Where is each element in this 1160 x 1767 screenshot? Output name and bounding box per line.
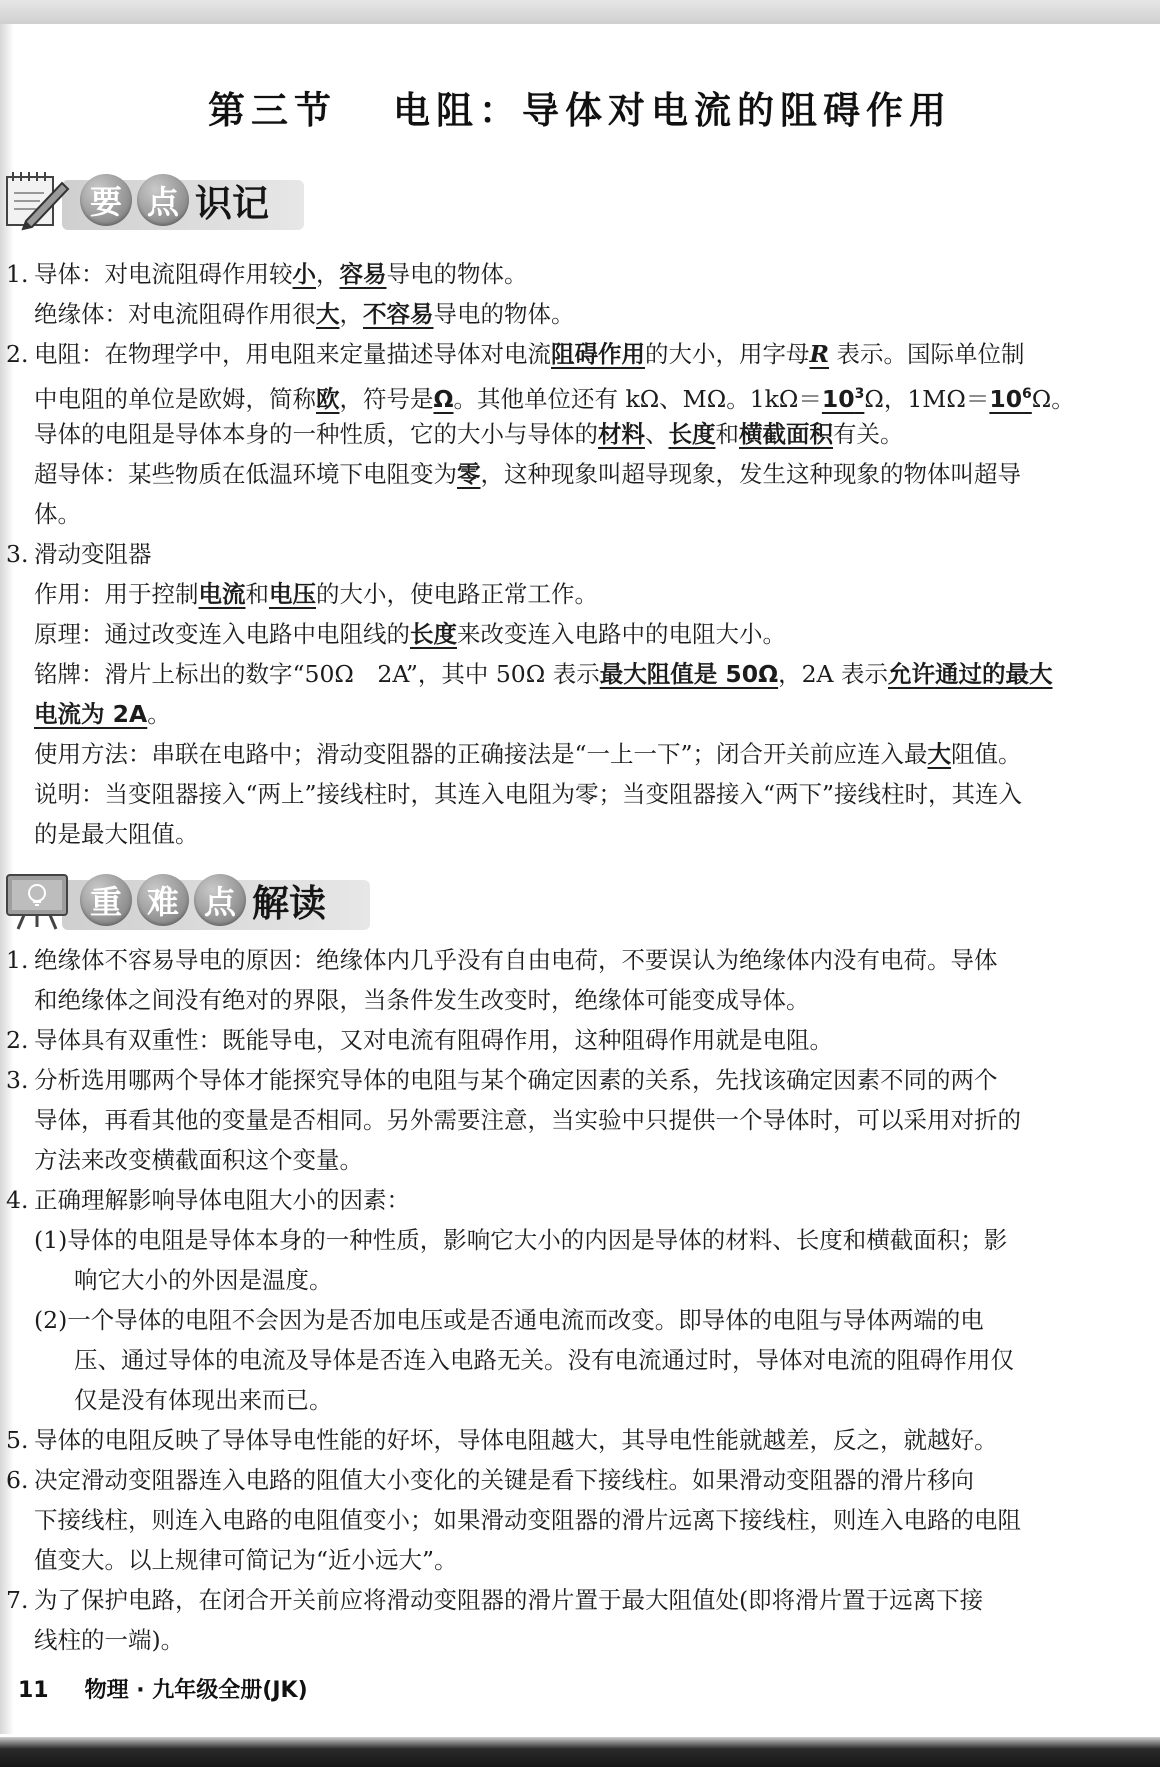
- book-title: 物理 · 九年级全册(JK): [84, 1678, 308, 1703]
- text-line: 线柱的一端)。: [34, 1626, 185, 1654]
- text-line: 体。: [34, 500, 81, 528]
- text-line: 使用方法：串联在电路中；滑动变阻器的正确接法是“一上一下”；闭合开关前应连入最大阻值。: [34, 740, 1022, 768]
- section-header-difficult-points: [4, 868, 326, 932]
- badge-dian: 点: [137, 174, 189, 226]
- page-footer: [18, 1673, 308, 1704]
- section-header-key-points: [4, 168, 269, 232]
- text-line: 绝缘体：对电流阻碍作用很大，不容易导电的物体。: [34, 300, 575, 328]
- notebook-pencil-icon: [4, 169, 70, 231]
- text-line: 铭牌：滑片上标出的数字“50Ω 2A”，其中 50Ω 表示最大阻值是 50Ω，2A 表示允许通过的最大: [34, 660, 1053, 688]
- text-line: 方法来改变横截面积这个变量。: [34, 1146, 363, 1174]
- section-title-shiji: 识记: [195, 182, 269, 225]
- text-line: 和绝缘体之间没有绝对的界限，当条件发生改变时，绝缘体可能变成导体。: [34, 986, 810, 1014]
- text-line: 响它大小的外因是温度。: [74, 1266, 333, 1294]
- text-line: 仅是没有体现出来而已。: [74, 1386, 333, 1414]
- text-line: 值变大。以上规律可简记为“近小远大”。: [34, 1546, 458, 1574]
- text-line: (2)一个导体的电阻不会因为是否加电压或是否通电流而改变。即导体的电阻与导体两端的电: [34, 1306, 984, 1334]
- page-title: 第三节 电阻：导体对电流的阻碍作用: [208, 89, 952, 132]
- badge-dian: 点: [194, 874, 246, 926]
- text-line: 下接线柱，则连入电路的电阻值变小；如果滑动变阻器的滑片远离下接线柱，则连入电路的电阻: [34, 1506, 1021, 1534]
- badge-nan: 难: [137, 874, 189, 926]
- text-line: 原理：通过改变连入电路中电阻线的长度来改变连入电路中的电阻大小。: [34, 620, 786, 648]
- text-line: 作用：用于控制电流和电压的大小，使电路正常工作。: [34, 580, 598, 608]
- text-line: 超导体：某些物质在低温环境下电阻变为零，这种现象叫超导现象，发生这种现象的物体叫超导: [34, 460, 1021, 488]
- text-line: 电流为 2A。: [34, 700, 171, 728]
- text-line: 说明：当变阻器接入“两上”接线柱时，其连入电阻为零；当变阻器接入“两下”接线柱时，其连入: [34, 780, 1023, 808]
- text-line: 导体，再看其他的变量是否相同。另外需要注意，当实验中只提供一个导体时，可以采用对折的: [34, 1106, 1021, 1134]
- page-top-edge: [0, 0, 1160, 24]
- text-line: 中电阻的单位是欧姆，简称欧，符号是Ω。其他单位还有 kΩ、MΩ。$1k\Omega=10^3\Omega$，$1M\Omega=10^6\Omega$。: [34, 384, 1075, 413]
- badge-yao: 要: [80, 174, 132, 226]
- presentation-board-icon: [4, 869, 70, 931]
- text-line: 导体的电阻是导体本身的一种性质，它的大小与导体的材料、长度和横截面积有关。: [34, 420, 904, 448]
- page-number: 11: [18, 1678, 49, 1703]
- text-line: 压、通过导体的电流及导体是否连入电路无关。没有电流通过时，导体对电流的阻碍作用仅: [74, 1346, 1014, 1374]
- badge-zhong: 重: [80, 874, 132, 926]
- page-bottom-edge: [0, 1737, 1160, 1767]
- text-line: 的是最大阻值。: [34, 820, 199, 848]
- section-title-jiedu: 解读: [252, 882, 326, 925]
- text-line: (1)导体的电阻是导体本身的一种性质，影响它大小的内因是导体的材料、长度和横截面积；影: [34, 1226, 1008, 1254]
